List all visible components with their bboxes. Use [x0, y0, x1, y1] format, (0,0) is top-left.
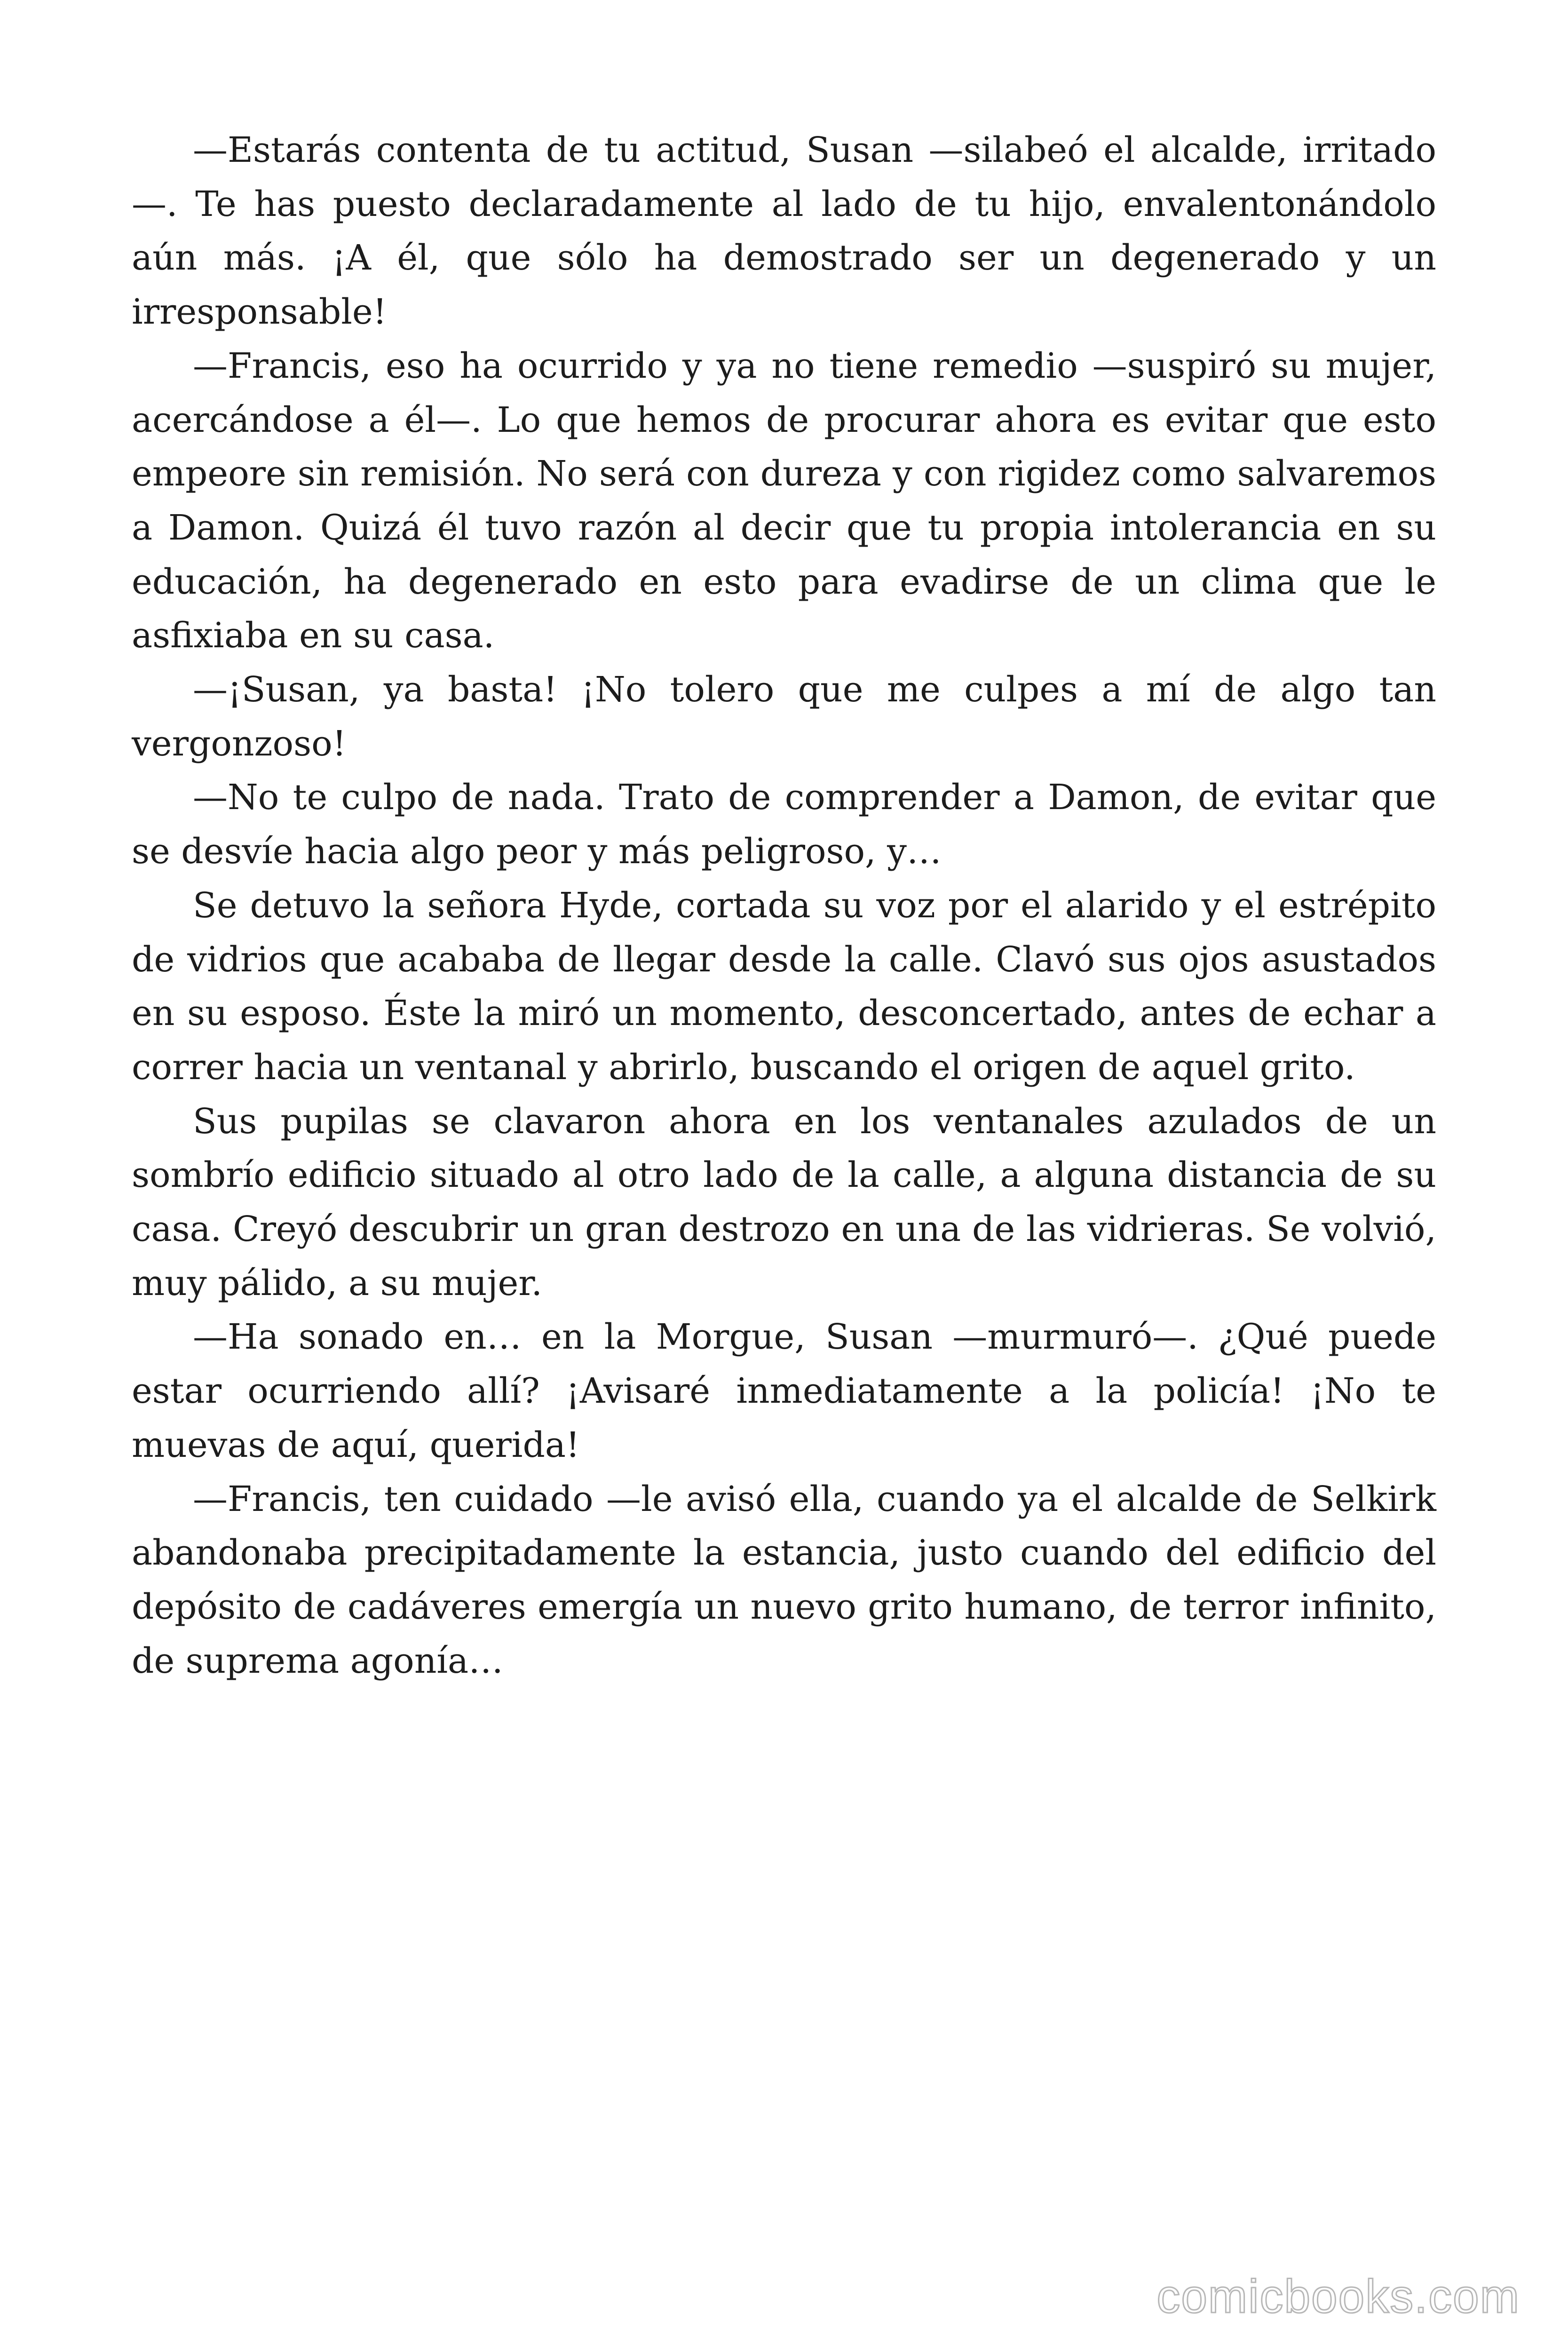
site-watermark: comicbooks.com: [1156, 2270, 1520, 2323]
paragraph-4: —No te culpo de nada. Trato de comprender a Damon, de evitar que se desvíe hacia algo peor y más peligroso, y…: [132, 777, 1436, 872]
paragraph-3: —¡Susan, ya basta! ¡No tolero que me culpes a mí de algo tan vergonzoso!: [132, 669, 1436, 764]
paragraph-2: —Francis, eso ha ocurrido y ya no tiene remedio —suspiró su mujer, acercándose a él—. Lo que hemos de procurar ahora es evitar que esto empeore sin remisión. No será con dureza y con rigidez como salvaremos a Damon. Quizá él tuvo razón al decir que tu propia intolerancia en su educación, ha degenerado en esto para evadirse de un clima que le asfixiaba en su casa.: [132, 345, 1436, 656]
paragraph-7: —Ha sonado en… en la Morgue, Susan —murmuró—. ¿Qué puede estar ocurriendo allí? ¡Avisaré inmediatamente a la policía! ¡No te muevas de aquí, querida!: [132, 1317, 1436, 1465]
paragraph-1: —Estarás contenta de tu actitud, Susan —silabeó el alcalde, irritado—. Te has puesto declaradamente al lado de tu hijo, envalentonándolo aún más. ¡A él, que sólo ha demostrado ser un degenerado y un irresponsable!: [132, 130, 1436, 333]
paragraph-6: Sus pupilas se clavaron ahora en los ventanales azulados de un sombrío edificio situado al otro lado de la calle, a alguna distancia de su casa. Creyó descubrir un gran destrozo en una de las vidrieras. Se volvió, muy pálido, a su mujer.: [132, 1101, 1436, 1303]
paragraph-8: —Francis, ten cuidado —le avisó ella, cuando ya el alcalde de Selkirk abandonaba precipitadamente la estancia, justo cuando del edificio del depósito de cadáveres emergía un nuevo grito humano, de terror infinito, de suprema agonía…: [132, 1478, 1436, 1681]
body-text: [132, 123, 1436, 1688]
paragraph-5: Se detuvo la señora Hyde, cortada su voz por el alarido y el estrépito de vidrios que acababa de llegar desde la calle. Clavó sus ojos asustados en su esposo. Éste la miró un momento, desconcertado, antes de echar a correr hacia un ventanal y abrirlo, buscando el origen de aquel grito.: [132, 885, 1436, 1088]
